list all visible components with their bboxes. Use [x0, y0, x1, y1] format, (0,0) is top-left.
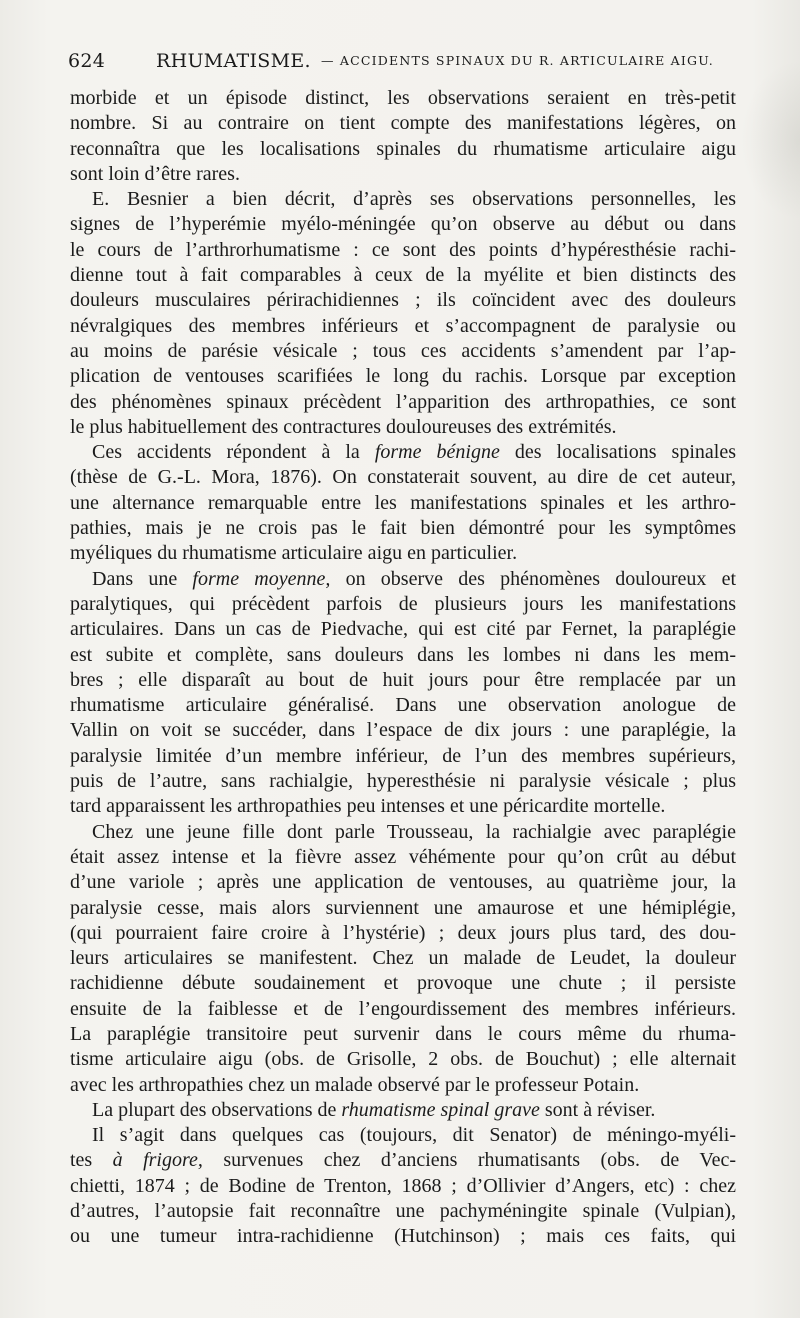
text-line: La plupart des observations de rhumatisme spinal grave sont à réviser.: [92, 1098, 656, 1121]
text-line: articulaires. Dans un cas de Piedvache, qui est cité par Fernet, la paraplégie: [70, 618, 736, 641]
text-line: (qui pourraient faire croire à l’hystérie) ; deux jours plus tard, des dou-: [70, 921, 736, 944]
text-line: ensuite de la faiblesse et de l’engourdissement des membres inférieurs.: [70, 997, 736, 1020]
text-line: reconnaîtra que les localisations spinales du rhumatisme articulaire aigu: [70, 137, 736, 160]
text-line: bres ; elle disparaît au bout de huit jours pour être remplacée par un: [70, 668, 736, 691]
text-line: Vallin on voit se succéder, dans l’espace de dix jours : une paraplégie, la: [70, 719, 736, 742]
text-line: tes à frigore, survenues chez d’anciens rhumatisants (obs. de Vec-: [70, 1149, 736, 1172]
text-line: tisme articulaire aigu (obs. de Grisolle, 2 obs. de Bouchut) ; elle alternait: [70, 1048, 736, 1071]
text-line: le cours de l’arthrorhumatisme : ce sont des points d’hypéresthésie rachi-: [70, 238, 736, 261]
text-line: leurs articulaires se manifestent. Chez un malade de Leudet, la douleur: [70, 947, 736, 970]
text-line: était assez intense et la fièvre assez véhémente pour qu’on crût au début: [70, 845, 736, 868]
page-number: 624: [68, 50, 106, 72]
text-line: pathies, mais je ne crois pas le fait bien démontré pour les symptômes: [70, 517, 736, 540]
text-line: paralysie limitée d’un membre inférieur, de l’un des membres supérieurs,: [70, 744, 736, 767]
text-line: signes de l’hyperémie myélo-méningée qu’on observe au début ou dans: [70, 213, 736, 236]
text-line: d’autres, l’autopsie fait reconnaître une pachyméningite spinale (Vulpian),: [70, 1200, 736, 1223]
text-line: Chez une jeune fille dont parle Trousseau, la rachialgie avec paraplégie: [92, 820, 736, 843]
text-line: Il s’agit dans quelques cas (toujours, dit Senator) de méningo-myéli-: [92, 1124, 736, 1147]
text-line: E. Besnier a bien décrit, d’après ses observations personnelles, les: [92, 188, 736, 211]
text-line: névralgiques des membres inférieurs et s’accompagnent de paralysie ou: [70, 314, 736, 337]
text-line: rachidienne débute soudainement et provoque une chute ; il persiste: [70, 972, 736, 995]
text-line: chietti, 1874 ; de Bodine de Trenton, 1868 ; d’Ollivier d’Angers, etc) : chez: [70, 1174, 736, 1197]
text-line: nombre. Si au contraire on tient compte des manifestations légères, on: [70, 112, 736, 135]
text-line: (thèse de G.-L. Mora, 1876). On constaterait souvent, au dire de cet auteur,: [70, 466, 736, 489]
text-line: le plus habituellement des contractures douloureuses des extrémités.: [70, 415, 617, 438]
text-line: sont loin d’être rares.: [70, 162, 240, 185]
running-title: RHUMATISME.: [156, 50, 311, 72]
page-edge-shadow: [740, 60, 800, 220]
text-line: Dans une forme moyenne, on observe des phénomènes douloureux et: [92, 567, 737, 590]
text-line: d’une variole ; après une application de ventouses, au quatrième jour, la: [70, 871, 736, 894]
text-line: plication de ventouses scarifiées le long du rachis. Lorsque par exception: [70, 365, 736, 388]
text-line: myéliques du rhumatisme articulaire aigu en particulier.: [70, 542, 518, 565]
text-line: paralysie cesse, mais alors surviennent une amaurose et une hémiplégie,: [70, 896, 736, 919]
text-line: rhumatisme articulaire généralisé. Dans une observation anologue de: [70, 694, 736, 717]
text-line: douleurs musculaires périrachidiennes ; ils coïncident avec des douleurs: [70, 289, 736, 312]
text-line: morbide et un épisode distinct, les observations seraient en très-petit: [70, 87, 736, 109]
text-line: est subite et complète, sans douleurs dans les lombes ni dans les mem-: [70, 643, 736, 666]
running-header: [68, 50, 738, 78]
text-line: dienne tout à fait comparables à ceux de la myélite et bien distincts des: [70, 264, 736, 287]
text-line: paralytiques, qui précèdent parfois de plusieurs jours les manifestations: [70, 592, 736, 615]
text-line: Ces accidents répondent à la forme bénigne des localisations spinales: [92, 441, 736, 464]
body-text: [70, 86, 736, 1250]
text-line: La paraplégie transitoire peut survenir dans le cours même du rhuma-: [70, 1022, 736, 1045]
text-line: avec les arthropathies chez un malade observé par le professeur Potain.: [70, 1073, 640, 1096]
text-line: ou une tumeur intra-rachidienne (Hutchinson) ; mais ces faits, qui: [70, 1225, 736, 1248]
text-line: au moins de parésie vésicale ; tous ces accidents s’amendent par l’ap-: [70, 339, 736, 362]
text-line: tard apparaissent les arthropathies peu intenses et une péricardite mortelle.: [70, 795, 666, 818]
text-line: puis de l’autre, sans rachialgie, hyperesthésie ni paralysie vésicale ; plus: [70, 770, 736, 793]
running-subtitle: — ACCIDENTS SPINAUX DU R. ARTICULAIRE AIGU.: [321, 53, 714, 68]
text-line: des phénomènes spinaux précèdent l’apparition des arthropathies, ce sont: [70, 390, 736, 413]
text-line: une alternance remarquable entre les manifestations spinales et les arthro-: [70, 491, 736, 514]
